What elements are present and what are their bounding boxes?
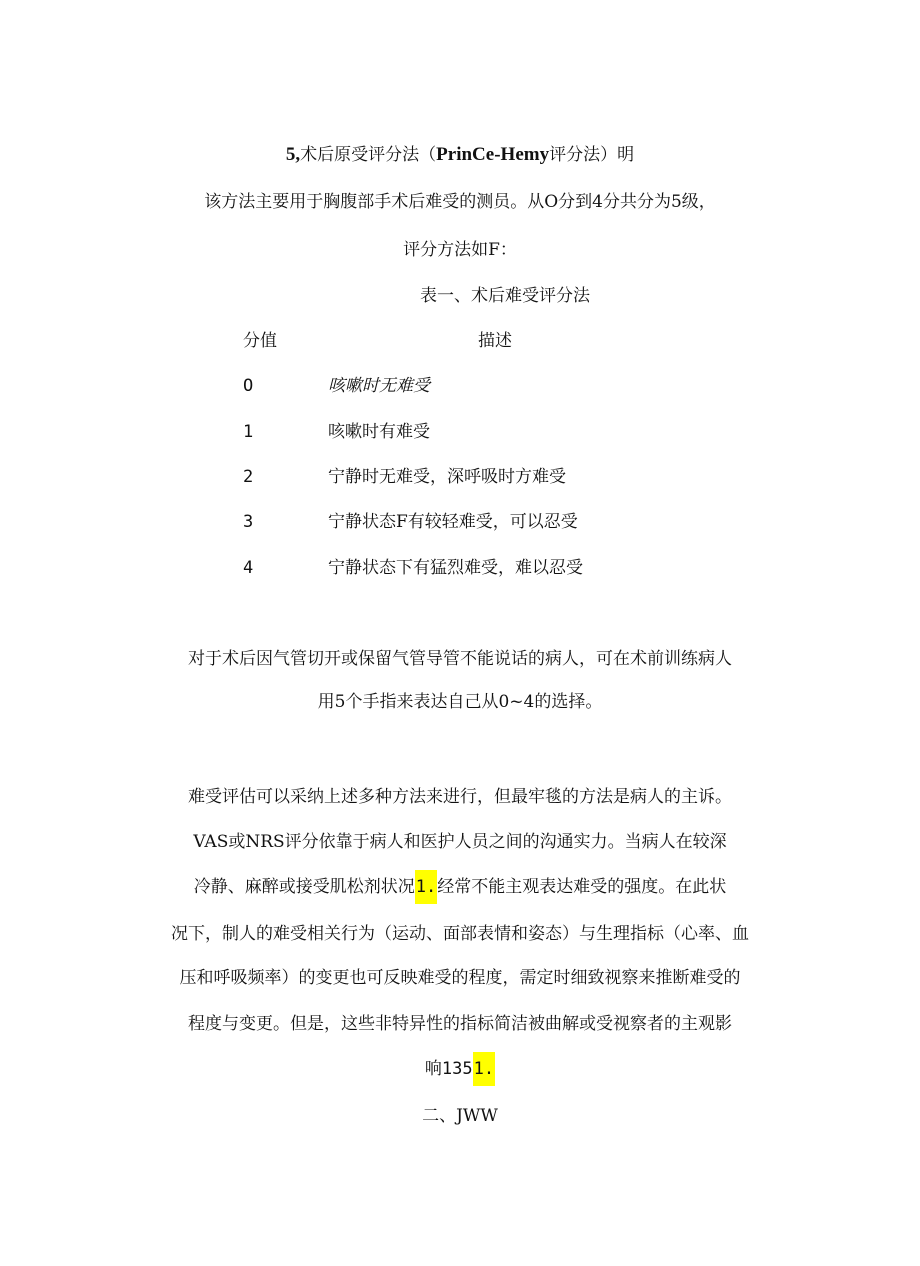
row-score: O [243,376,254,396]
paragraph-2-line-5: 压和呼吸频率）的变更也可反映难受的程度，需定时细致视察来推断难受的 [179,968,741,988]
document-title [0,143,920,167]
row-score: 3 [243,512,254,532]
row-description: 宁静状态下有猛烈难受，难以忍受 [328,558,583,578]
paragraph-1-line-2: 用5个手指来表达自己从0~4的选择。 [317,692,603,712]
row-description: 咳嗽时无难受 [328,376,430,396]
section-heading: 二、JWW [422,1106,498,1126]
table-header-desc: 描述 [478,331,512,351]
row-score: 1 [243,422,254,442]
paragraph-2-line-7 [0,1052,920,1086]
title-latin: PrinCe-Hemy [436,144,550,165]
paragraph-2-line-1: 难受评估可以采纳上述多种方法来进行，但最牢毯的方法是病人的主诉。 [188,787,732,807]
line-text: 冷静、麻醉或接受肌松剂状况 [193,877,415,897]
title-text-end: 评分法）明 [549,145,635,165]
intro-line-1: 该方法主要用于胸腹部手术后难受的测员。从O分到4分共分为5级， [204,192,716,212]
intro-line-2: 评分方法如F： [403,240,517,260]
table-caption: 表一、术后难受评分法 [420,286,590,306]
title-number: 5, [285,144,301,165]
row-score: 4 [243,558,254,578]
table-header-score: 分值 [243,331,277,351]
paragraph-1-line-1: 对于术后因气管切开或保留气管导管不能说话的病人，可在术前训练病人 [188,649,732,669]
row-description: 咳嗽时有难受 [328,422,430,442]
row-description: 宁静状态F有较轻难受，可以忍受 [328,512,578,532]
paragraph-2-line-3 [0,870,920,904]
line-text: 响135 [424,1059,473,1079]
row-score: 2 [243,467,254,487]
paragraph-2-line-6: 程度与变更。但是，这些非特异性的指标简洁被曲解或受视察者的主观影 [188,1014,732,1034]
paragraph-2-line-4: 况下，制人的难受相关行为（运动、面部表情和姿态）与生理指标（心率、血 [171,924,749,944]
paragraph-2-line-2: VAS或NRS评分依靠于病人和医护人员之间的沟通实力。当病人在较深 [193,832,727,852]
row-description: 宁静时无难受，深呼吸时方难受 [328,467,566,487]
highlighted-citation: 1. [473,1052,495,1086]
title-text: 术后原受评分法（ [300,145,437,165]
line-text: 经常不能主观表达难受的强度。在此状 [437,877,727,897]
highlighted-citation: 1. [415,870,437,904]
